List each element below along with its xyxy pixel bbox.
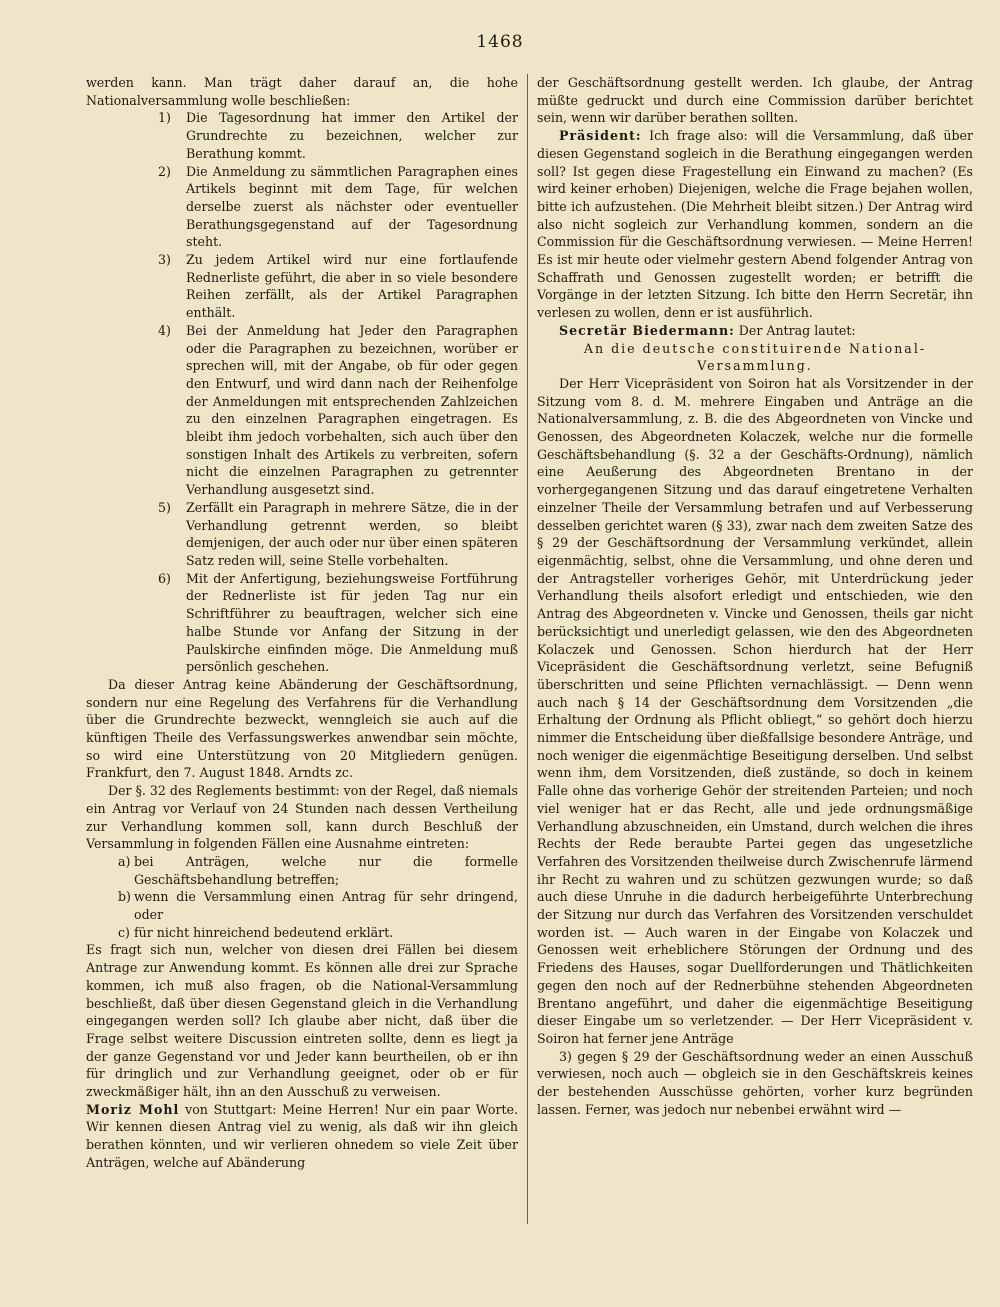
continuation-paragraph: der Geschäftsordnung gestellt werden. Ich glaube, der Antrag müßte gedruckt und durch eine Commission darüber berichtet sein, wenn wir darüber berathen sollten.	[537, 75, 973, 126]
speech-text: Der Antrag lautet:	[738, 322, 856, 338]
page-number: 1468	[476, 32, 524, 52]
item-text: Zerfällt ein Paragraph in mehrere Sätze, die in der Verhandlung getrennt werden, so bleibt demjenigen, der auch oder nur über einen späteren Satz reden will, seine Stelle vorbehalten.	[186, 499, 518, 568]
regulation-paragraph: Der §. 32 des Reglements bestimmt: von der Regel, daß niemals ein Antrag vor Verlauf von 24 Stunden nach dessen Vertheilung zur Verhandlung kommen soll, kann durch Beschluß der Versammlung in folgenden Fällen eine Ausnahme eintreten:	[86, 783, 519, 852]
sub-item-text: wenn die Versammlung einen Antrag für sehr dringend, oder	[134, 889, 518, 923]
item-text: Bei der Anmeldung hat Jeder den Paragraphen oder die Paragraphen zu bezeichnen, worüber er sprechen will, mit der Angabe, ob für oder gegen den Entwurf, und wird dann nach der Reihenfolge der Anmeldungen mit entsprechenden Zahlzeichen zu den einzelnen Paragraphen eingetragen. Es bleibt ihm jedoch vorbehalten, sich auch über den sonstigen Inhalt des Artikels zu verbreiten, sofern nicht die einzelnen Paragraphen zu getrennter Verhandlung ausgesetzt sind.	[186, 322, 518, 498]
right-column	[537, 74, 973, 1118]
sub-list-item	[86, 853, 518, 888]
speaker-name: Secretär Biedermann:	[559, 322, 735, 338]
list-item	[86, 163, 518, 252]
speaker-name: Präsident:	[559, 128, 642, 144]
speaker-name: Moriz Mohl	[86, 1101, 180, 1117]
sub-item-text: für nicht hinreichend bedeutend erklärt.	[134, 924, 394, 940]
sub-item-number: c)	[118, 924, 130, 940]
secretary-speech	[537, 322, 973, 340]
president-speech	[537, 127, 973, 322]
sub-list-item	[86, 888, 518, 923]
list-item	[86, 499, 518, 570]
sub-item-number: a)	[118, 853, 131, 869]
item-text: Die Anmeldung zu sämmtlichen Paragraphen eines Artikels beginnt mit dem Tage, für welchen derselbe zuerst als nächster oder eventueller Berathungsgegenstand auf der Tagesordnung steht.	[186, 163, 518, 250]
question-paragraph: Es fragt sich nun, welcher von diesen drei Fällen bei diesem Antrage zur Anwendung kommt. Es können alle drei zur Sprache kommen, ich muß also fragen, ob die National-Versammlung beschließt, daß über diesen Gegenstand gleich in die Verhandlung eingegangen werden soll? Ich glaube aber nicht, daß über die Frage selbst weitere Discussion eintreten sollte, denn es liegt ja der ganze Gegenstand vor und Jeder kann beurtheilen, ob er ihn für dringlich und zur Verhandlung geeignet, oder ob er für zweckmäßiger hält, ihn an den Ausschuß zu verweisen.	[86, 942, 518, 1100]
item-number: 6)	[158, 570, 171, 586]
item-number: 1)	[158, 110, 171, 126]
address-line: An die deutsche constituirende National-	[583, 340, 927, 356]
item-text: gegen § 29 der Geschäftsordnung weder an einen Ausschuß verwiesen, noch auch — obgleich sie in den Geschäftskreis keines der bestehenden Ausschüsse gehörten, vorher kurz begründen lassen. Ferner, was jedoch nur nebenbei erwähnt wird —	[537, 1048, 973, 1117]
item-number: 5)	[158, 499, 171, 515]
speech-text: Ich frage also: will die Versammlung, daß über diesen Gegenstand sogleich in die Berathung eingegangen werden soll? Ist gegen diese Fragestellung ein Einwand zu machen? (Es wird keiner erhoben) Diejenigen, welche die Frage bejahen wollen, bitte ich aufzustehen. (Die Mehrheit bleibt sitzen.) Der Antrag wird also nicht sogleich zur Verhandlung kommen, sondern an die Commission für die Geschäftsordnung verwiesen. — Meine Herren! Es ist mir heute oder vielmehr gestern Abend folgender Antrag von Schaffrath und Genossen zugestellt worden; er betrifft die Vorgänge in der letzten Sitzung. Ich bitte den Herrn Secretär, ihn verlesen zu wollen, denn er ist ausführlich.	[537, 128, 973, 321]
left-column	[86, 74, 518, 1172]
item-text: Zu jedem Artikel wird nur eine fortlaufende Rednerliste geführt, die aber in so viele besondere Reihen zerfällt, als der Artikel Paragraphen enthält.	[186, 252, 518, 321]
list-item	[86, 109, 518, 162]
item-number: 3)	[559, 1048, 572, 1064]
vicepresident-paragraph: Der Herr Vicepräsident von Soiron hat als Vorsitzender in der Sitzung vom 8. d. M. mehrere Eingaben und Anträge an die Nationalversammlung, z. B. die des Abgeordneten von Vincke und Genossen, des Abgeordneten Kolaczek, welche nur die formelle Geschäftsbehandlung (§. 32 a der Geschäfts-Ordnung), nämlich eine Aeußerung des Abgeordneten Brentano in der vorhergegangenen Sitzung und das darauf eingetretene Verhalten einzelner Theile der Versammlung betrafen und auf Verbesserung desselben gerichtet waren (§ 33), zwar nach dem zweiten Satze des § 29 der Geschäftsordnung der Versammlung verkündet, allein eigenmächtig, selbst, ohne die Versammlung, und ohne deren und der Antragsteller vorheriges Gehör, mit Unterdrückung jeder Verhandlung theils alsofort erledigt und entschieden, wie den Antrag des Abgeordneten v. Vincke und Genossen, theils gar nicht berücksichtigt und unerledigt gelassen, wie den des Abgeordneten Kolaczek und Genossen. Schon hierdurch hat der Herr Vicepräsident die Geschäftsordnung verletzt, seine Befugniß überschritten und seine Pflichten vernachlässigt. — Denn wenn auch nach § 14 der Geschäftsordnung dem Vorsitzenden „die Erhaltung der Ordnung als Pflicht obliegt,“ so gehört doch hierzu nimmer die Entscheidung über dießfallsige besondere Anträge, und noch weniger die eigenmächtige Beseitigung derselben. Und selbst wenn ihm, dem Vorsitzenden, dieß zustände, so doch in keinem Falle ohne das vorherige Gehör der streitenden Parteien; und noch viel weniger hat er das Recht, alle und jede ordnungsmäßige Verhandlung abzuschneiden, ein Umstand, durch welchen die ihres Rechts der Rede beraubte Partei gegen das ungesetzliche Verfahren des Vorsitzenden theilweise durch Zwischenrufe lärmend ihr Recht zu wahren und zu schützen gezwungen wurde; so daß auch diese Unruhe in die dadurch herbeigeführte Unterbrechung der Sitzung nur durch das Verfahren des Vorsitzenden verschuldet worden ist. — Auch waren in der Eingabe von Kolaczek und Genossen weit erheblichere Störungen der Ordnung und des Friedens des Hauses, sogar Duellforderungen und Thätlichkeiten gegen den noch auf der Rednerbühne stehenden Abgeordneten Brentano angeführt, und daher die eigenmächtige Beseitigung dieser Eingabe um so verletzender. — Der Herr Vicepräsident v. Soiron hat ferner jene Anträge	[537, 375, 973, 1046]
column-divider	[527, 74, 528, 1224]
sub-item-number: b)	[118, 889, 131, 905]
item-text: Mit der Anfertigung, beziehungsweise Fortführung der Rednerliste ist für jeden Tag nur ein Schriftführer zu beauftragen, welcher sich eine halbe Stunde vor Anfang der Sitzung in der Paulskirche einfinden möge. Die Anmeldung muß persönlich geschehen.	[186, 570, 518, 675]
item-number: 2)	[158, 163, 171, 179]
intro-paragraph: werden kann. Man trägt daher darauf an, die hohe Nationalversammlung wolle beschließen:	[86, 75, 518, 108]
list-item	[86, 322, 518, 499]
item-text: Die Tagesordnung hat immer den Artikel der Grundrechte zu bezeichnen, welcher zur Berathung kommt.	[186, 110, 518, 161]
sub-list-item	[86, 924, 518, 942]
list-item	[86, 251, 518, 322]
sub-item-text: bei Anträgen, welche nur die formelle Geschäftsbehandlung betreffen;	[134, 853, 518, 887]
motion-rationale-paragraph: Da dieser Antrag keine Abänderung der Geschäftsordnung, sondern nur eine Regelung des Verfahrens für die Verhandlung über die Grundrechte bezweckt, wenngleich sie auch auf die künftigen Theile des Verfassungswerkes anwendbar sein möchte, so wird eine Unterstützung von 20 Mitgliedern genügen. Frankfurt, den 7. August 1848. Arndts zc.	[86, 676, 518, 781]
address-line: Versammlung.	[697, 358, 813, 374]
item-number: 3)	[158, 252, 171, 268]
item-three-paragraph	[537, 1048, 973, 1119]
speech-text: von Stuttgart: Meine Herren! Nur ein paar Worte. Wir kennen diesen Antrag viel zu wenig, als daß wir ihn gleich berathen könnten, und wir verlieren ohnedem so viele Zeit über Anträgen, welche auf Abänderung	[86, 1101, 519, 1170]
mohl-speech	[86, 1101, 518, 1172]
item-number: 4)	[158, 322, 171, 338]
list-item	[86, 570, 518, 676]
